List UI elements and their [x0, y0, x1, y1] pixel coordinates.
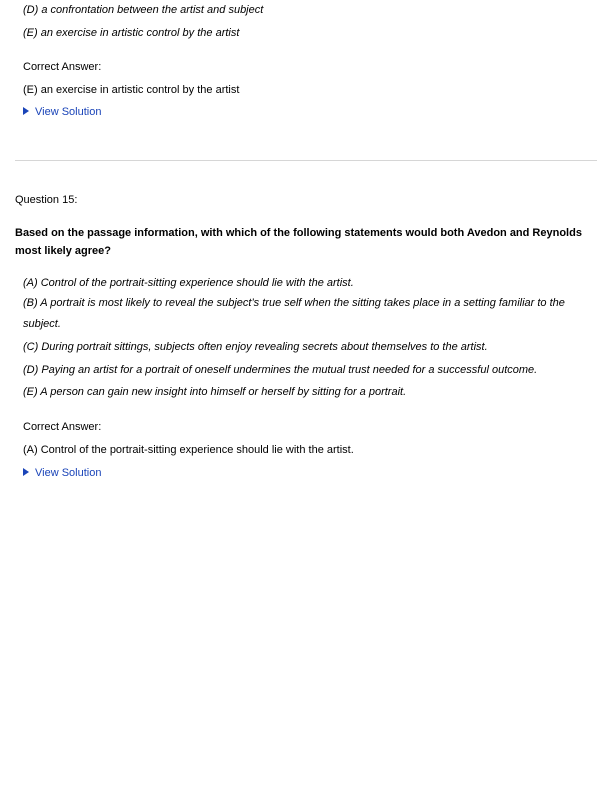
expand-triangle-icon: [23, 107, 29, 115]
answer-choice-e: (E) an exercise in artistic control by the artist: [23, 27, 240, 39]
answer-choice-b: (B) A portrait is most likely to reveal the subject’s true self when the sitting takes place in a setting familiar to the subject.: [23, 297, 565, 330]
view-solution-label: View Solution: [35, 467, 102, 479]
view-solution-label: View Solution: [35, 106, 102, 118]
section-divider: [15, 160, 597, 161]
answer-choice-c: (C) During portrait sittings, subjects often enjoy revealing secrets about themselves to the artist.: [23, 341, 488, 353]
correct-answer-heading: Correct Answer:: [23, 421, 102, 433]
answer-choice-a: (A) Control of the portrait-sitting experience should lie with the artist.: [23, 277, 354, 289]
answer-choice-d: (D) Paying an artist for a portrait of oneself undermines the mutual trust needed for a successful outcome.: [23, 364, 538, 376]
question-stem: Based on the passage information, with which of the following statements would both Avedon and Reynolds most likely agree?: [15, 227, 582, 257]
correct-answer-heading: Correct Answer:: [23, 61, 102, 73]
view-solution-link[interactable]: [23, 466, 101, 480]
answer-choice-e: (E) A person can gain new insight into himself or herself by sitting for a portrait.: [23, 386, 407, 398]
view-solution-link[interactable]: [23, 105, 101, 119]
correct-answer-text: (E) an exercise in artistic control by the artist: [23, 84, 240, 96]
correct-answer-text: (A) Control of the portrait-sitting experience should lie with the artist.: [23, 444, 354, 456]
question-title: Question 15:: [15, 194, 78, 206]
answer-choice-d: (D) a confrontation between the artist and subject: [23, 4, 264, 16]
expand-triangle-icon: [23, 468, 29, 476]
